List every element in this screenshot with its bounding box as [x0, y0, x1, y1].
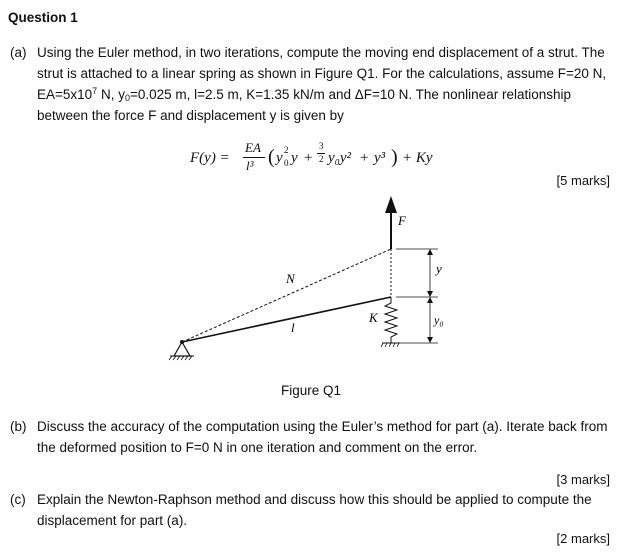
- eq-plus-1: +: [304, 150, 313, 166]
- eq-t1-sub: 0: [284, 158, 289, 168]
- spring-ground-hatch: [381, 343, 399, 347]
- part-b-label: (b): [10, 419, 27, 434]
- eq-t2: y₀y²: [328, 150, 352, 166]
- eq-tail: + Ky: [402, 150, 433, 166]
- y0-prefix: N, y: [97, 87, 125, 102]
- label-n: N: [286, 271, 295, 286]
- eq-t3: y³: [374, 150, 386, 166]
- part-c-marks: [2 marks]: [556, 531, 610, 546]
- eq-plus-2: +: [360, 150, 369, 166]
- eq-t1-base: y: [276, 150, 283, 166]
- part-a-line-3: [37, 84, 571, 105]
- deformed-strut: [182, 249, 391, 342]
- part-c-line-1: Explain the Newton-Raphson method and discuss how this should be applied to compute the: [37, 492, 592, 507]
- label-l: l: [291, 320, 295, 335]
- label-k: K: [369, 310, 378, 325]
- force-arrowhead: [385, 196, 397, 213]
- dim-y-arrow-top: [427, 249, 433, 255]
- eq-t1-sup: 2: [284, 145, 289, 155]
- part-c-line-2: displacement for part (a).: [37, 513, 188, 528]
- part-a-label: (a): [10, 45, 27, 60]
- parameters-rest: =0.025 m, l=2.5 m, K=1.35 kN/m and ΔF=10 N. The nonlinear relationship: [129, 87, 571, 102]
- y0-subscript: 0: [124, 93, 130, 103]
- part-b-line-1: Discuss the accuracy of the computation using the Euler’s method for part (a). Iterate back from: [37, 419, 608, 434]
- original-strut: [182, 297, 391, 342]
- ea-exponent: 7: [92, 86, 98, 96]
- part-a-line-1: Using the Euler method, in two iterations, compute the moving end displacement of a strut. The: [37, 45, 605, 60]
- part-a-line-4: between the force F and displacement y is given by: [37, 108, 344, 123]
- spring: [385, 297, 397, 343]
- eq-frac-den: l³: [246, 158, 254, 173]
- part-a-line-2: strut is attached to a linear spring as shown in Figure Q1. For the calculations, assume F=20 N,: [37, 66, 607, 81]
- strut-figure: [160, 185, 460, 375]
- label-y: y: [436, 261, 442, 276]
- dim-y0-arrow-bottom: [427, 337, 433, 343]
- eq-paren-close: ): [391, 146, 398, 168]
- dim-y0-arrow-top: [427, 297, 433, 303]
- eq-t1-var: y: [291, 150, 298, 166]
- eq-coef-num: 3: [319, 141, 324, 151]
- label-f: F: [398, 213, 406, 228]
- pin-joint: [180, 340, 184, 344]
- pin-support: [174, 342, 190, 356]
- label-y0: y₀: [434, 313, 444, 327]
- eq-lhs: F(y) =: [190, 150, 230, 166]
- eq-coef-den: 2: [319, 154, 324, 164]
- figure-caption: Figure Q1: [281, 383, 342, 398]
- part-a-marks: [5 marks]: [556, 173, 610, 188]
- question-title: Question 1: [8, 10, 78, 25]
- part-c-label: (c): [10, 492, 26, 507]
- eq-paren-open: (: [268, 146, 275, 168]
- eq-frac-num: EA: [245, 140, 261, 155]
- dim-y-arrow-bottom: [427, 291, 433, 297]
- part-b-marks: [3 marks]: [556, 472, 610, 487]
- part-b-line-2: the deformed position to F=0 N in one iteration and comment on the error.: [37, 440, 478, 455]
- ea-value: EA=5x10: [37, 87, 93, 102]
